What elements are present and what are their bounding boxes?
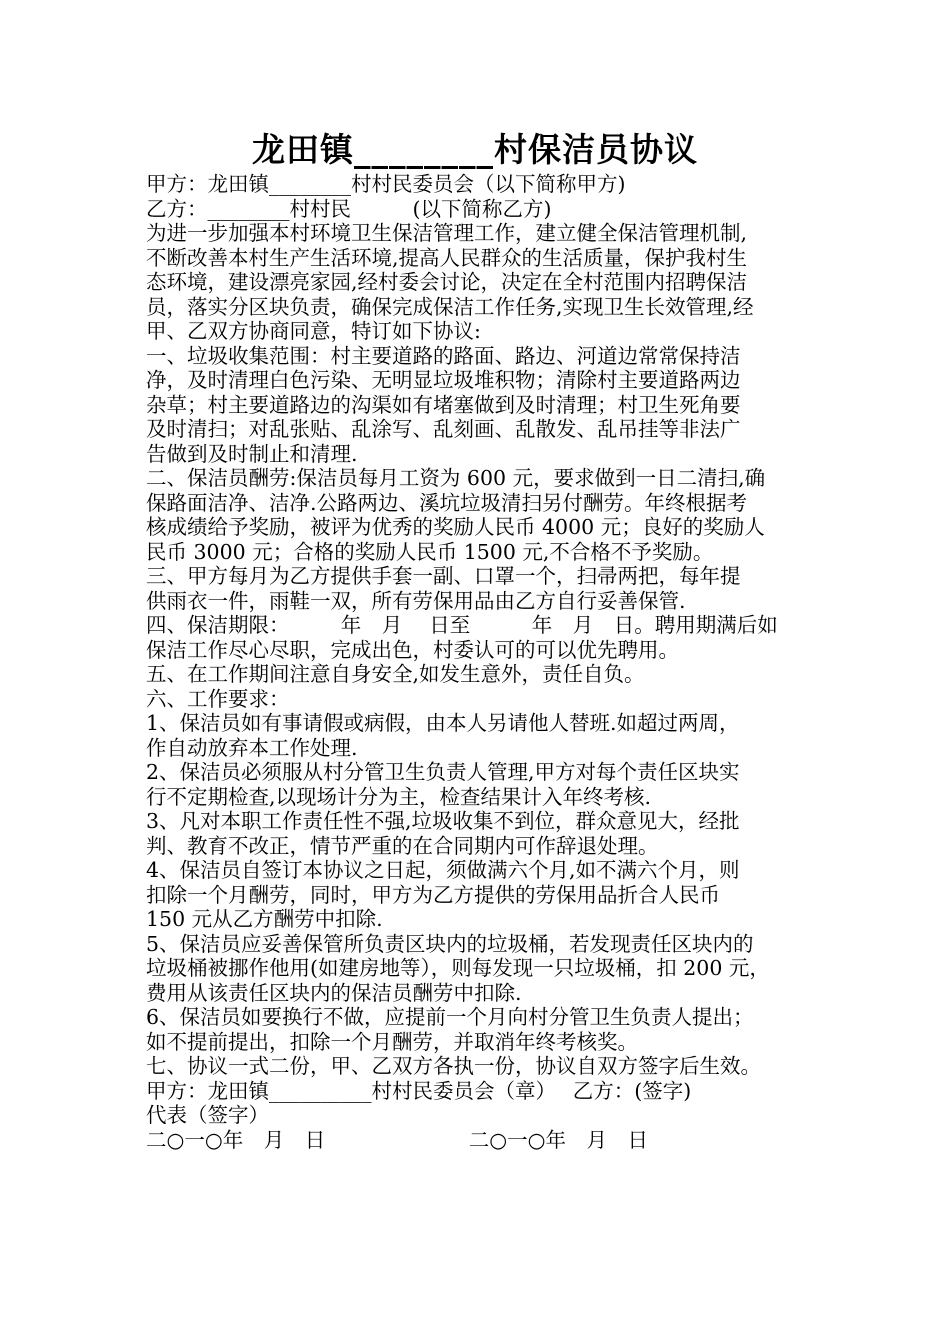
text-line: 净，及时清理白色污染、无明显垃圾堆积物；清除村主要道路两边 [146, 368, 741, 392]
text-line: 保路面洁净、洁净.公路两边、溪坑垃圾清扫另付酬劳。年终根据考 [146, 490, 748, 515]
text-line: 代表（签字） [146, 1103, 269, 1127]
text-line: 如不提前提出，扣除一个月酬劳，并取消年终考核奖。 [146, 1029, 638, 1054]
text-line: 3、凡对本职工作责任性不强,垃圾收集不到位，群众意见大，经批 [146, 809, 740, 833]
document-body [146, 172, 846, 1152]
text-line: 及时清扫；对乱张贴、乱涂写、乱刻画、乱散发、乱吊挂等非法广 [146, 417, 741, 441]
text-line: 6、保洁员如要换行不做，应提前一个月向村分管卫生负责人提出； [146, 1005, 754, 1029]
text-line: 垃圾桶被挪作他用(如建房地等），则每发现一只垃圾桶，扣 200 元， [146, 956, 770, 980]
text-line: 二○一○年 月 日 二○一○年 月 日 [146, 1127, 649, 1152]
text-line: 保洁工作尽心尽职，完成出色，村委认可的可以优先聘用。 [146, 637, 679, 662]
text-line: 三、甲方每月为乙方提供手套一副、口罩一个，扫帚两把，每年提 [146, 564, 741, 588]
text-line: 六、工作要求： [146, 686, 290, 711]
text-line: 四、保洁期限： 年 月 日至 年 月 日。聘用期满后如 [146, 613, 778, 637]
text-line: 5、保洁员应妥善保管所负责区块内的垃圾桶，若发现责任区块内的 [146, 931, 754, 956]
text-line: 行不定期检查,以现场计分为主，检查结果计入年终考核. [146, 784, 652, 809]
text-line: 4、保洁员自签订本协议之日起，须做满六个月,如不满六个月，则 [146, 858, 740, 882]
text-line: 民币 3000 元；合格的奖励人民币 1500 元,不合格不予奖励。 [146, 539, 714, 564]
text-line: 态环境，建设漂亮家园,经村委会讨论，决定在全村范围内招聘保洁 [146, 270, 748, 294]
text-line: 为进一步加强本村环境卫生保洁管理工作，建立健全保洁管理机制, [146, 221, 748, 245]
text-line: 员，落实分区块负责，确保完成保洁工作任务,实现卫生长效管理,经 [146, 294, 754, 319]
text-line: 核成绩给予奖励，被评为优秀的奖励人民币 4000 元；良好的奖励人 [146, 515, 765, 539]
text-line: 甲方：龙田镇__________村村民委员会（章） 乙方：(签字) [146, 1078, 692, 1103]
text-line: 甲、乙双方协商同意，特订如下协议: [146, 319, 481, 343]
text-line: 扣除一个月酬劳，同时，甲方为乙方提供的劳保用品折合人民币 [146, 882, 720, 907]
text-line: 判、教育不改正，情节严重的在合同期内可作辞退处理。 [146, 833, 659, 858]
text-line: 五、在工作期间注意自身安全,如发生意外，责任自负。 [146, 662, 645, 686]
text-line: 七、协议一式二份，甲、乙双方各执一份，协议自双方签字后生效。 [146, 1054, 761, 1078]
text-line: 二、保洁员酬劳:保洁员每月工资为 600 元，要求做到一日二清扫,确 [146, 466, 766, 490]
text-line: 供雨衣一件，雨鞋一双，所有劳保用品由乙方自行妥善保管. [146, 588, 686, 613]
text-line: 费用从该责任区块内的保洁员酬劳中扣除. [146, 980, 522, 1005]
text-line: 150 元从乙方酬劳中扣除. [146, 907, 383, 931]
text-line: 乙方：________村村民 (以下简称乙方) [146, 196, 552, 221]
text-line: 杂草；村主要道路边的沟渠如有堵塞做到及时清理；村卫生死角要 [146, 392, 741, 417]
text-line: 1、保洁员如有事请假或病假，由本人另请他人替班.如超过两周， [146, 711, 740, 735]
text-line: 2、保洁员必须服从村分管卫生负责人管理,甲方对每个责任区块实 [146, 760, 740, 784]
text-line: 作自动放弃本工作处理. [146, 735, 358, 760]
text-line: 一、垃圾收集范围：村主要道路的路面、路边、河道边常常保持洁 [146, 343, 741, 368]
text-line: 不断改善本村生产生活环境,提高人民群众的生活质量，保护我村生 [146, 245, 748, 270]
text-line: 告做到及时制止和清理. [146, 441, 358, 466]
document-title: 龙田镇________村保洁员协议 [252, 130, 698, 169]
text-line: 甲方：龙田镇________村村民委员会（以下简称甲方) [146, 172, 626, 196]
